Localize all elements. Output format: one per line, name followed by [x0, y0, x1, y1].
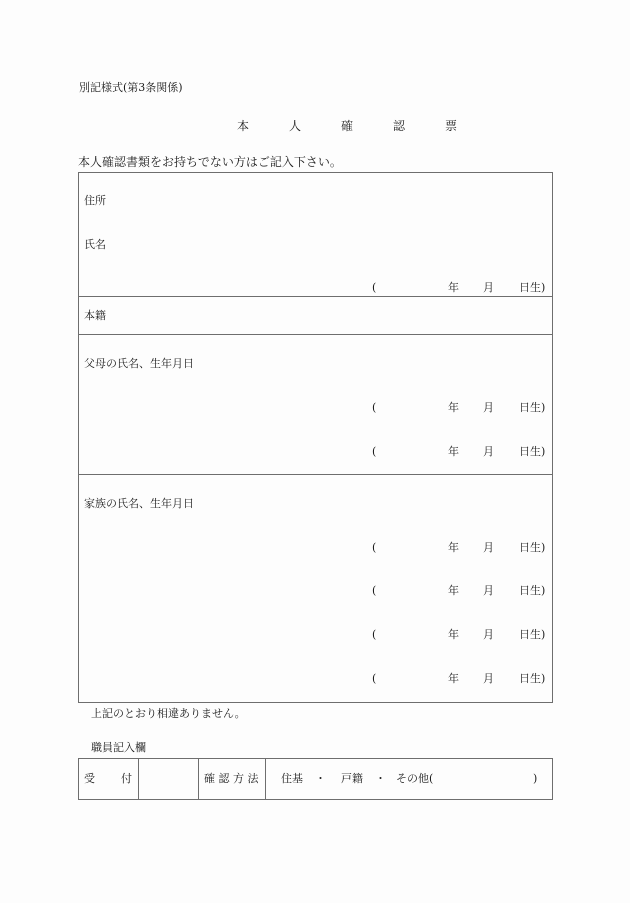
honseki-label: 本籍 — [84, 309, 106, 322]
dob-open: ( — [372, 672, 377, 685]
method-option-other[interactable]: その他( — [396, 772, 434, 785]
form-reference: 別記様式(第3条関係) — [79, 81, 183, 94]
name-label: 氏名 — [84, 238, 106, 251]
dob-year: 年 — [448, 281, 459, 294]
method-separator: ・ — [315, 772, 326, 785]
dob-month: 月 — [483, 541, 494, 554]
dob-year: 年 — [448, 672, 459, 685]
address-label: 住所 — [84, 194, 106, 207]
row-divider — [78, 474, 553, 475]
parent-birthdate[interactable] — [372, 401, 552, 415]
dob-month: 月 — [483, 628, 494, 641]
title-char: 人 — [289, 119, 302, 133]
family-label: 家族の氏名、生年月日 — [84, 497, 194, 510]
dob-month: 月 — [483, 584, 494, 597]
family-birthdate[interactable] — [372, 541, 552, 555]
family-birthdate[interactable] — [372, 672, 552, 686]
method-option-juki[interactable]: 住基 — [281, 772, 303, 785]
dob-year: 年 — [448, 541, 459, 554]
address-field[interactable] — [120, 188, 545, 212]
column-divider — [198, 758, 199, 800]
title-char: 認 — [393, 119, 406, 133]
dob-day: 日生) — [519, 541, 546, 554]
dob-day: 日生) — [519, 628, 546, 641]
method-label: 確 認 方 法 — [204, 772, 259, 785]
reception-label-1: 受 — [84, 772, 95, 785]
dob-open: ( — [372, 541, 377, 554]
column-divider — [138, 758, 139, 800]
row-divider — [78, 296, 553, 297]
dob-day: 日生) — [519, 445, 546, 458]
dob-month: 月 — [483, 672, 494, 685]
applicant-birthdate[interactable] — [372, 281, 552, 295]
dob-year: 年 — [448, 401, 459, 414]
dob-month: 月 — [483, 445, 494, 458]
parent-birthdate[interactable] — [372, 445, 552, 459]
dob-open: ( — [372, 584, 377, 597]
honseki-field[interactable] — [120, 303, 545, 327]
dob-year: 年 — [448, 445, 459, 458]
title-char: 本 — [237, 119, 250, 133]
dob-open: ( — [372, 445, 377, 458]
method-option-koseki[interactable]: 戸籍 — [341, 772, 363, 785]
column-divider — [265, 758, 266, 800]
dob-day: 日生) — [519, 672, 546, 685]
family-birthdate[interactable] — [372, 628, 552, 642]
dob-year: 年 — [448, 628, 459, 641]
instruction-text: 本人確認書類をお持ちでない方はご記入下さい。 — [78, 155, 342, 169]
title-char: 票 — [445, 119, 458, 133]
dob-day: 日生) — [519, 401, 546, 414]
family-birthdate[interactable] — [372, 584, 552, 598]
dob-year: 年 — [448, 584, 459, 597]
form-title — [237, 119, 497, 134]
dob-open: ( — [372, 281, 377, 294]
dob-open: ( — [372, 628, 377, 641]
staff-section-label: 職員記入欄 — [91, 741, 146, 754]
method-separator: ・ — [375, 772, 386, 785]
dob-month: 月 — [483, 281, 494, 294]
dob-open: ( — [372, 401, 377, 414]
parents-label: 父母の氏名、生年月日 — [84, 357, 194, 370]
reception-field[interactable] — [140, 760, 197, 798]
declaration-text: 上記のとおり相違ありません。 — [91, 707, 246, 720]
reception-label-2: 付 — [121, 772, 132, 785]
title-char: 確 — [341, 119, 354, 133]
name-field[interactable] — [120, 232, 545, 256]
dob-month: 月 — [483, 401, 494, 414]
dob-day: 日生) — [519, 281, 546, 294]
method-other-close: ) — [533, 772, 538, 785]
dob-day: 日生) — [519, 584, 546, 597]
row-divider — [78, 334, 553, 335]
method-other-field[interactable] — [440, 766, 530, 790]
